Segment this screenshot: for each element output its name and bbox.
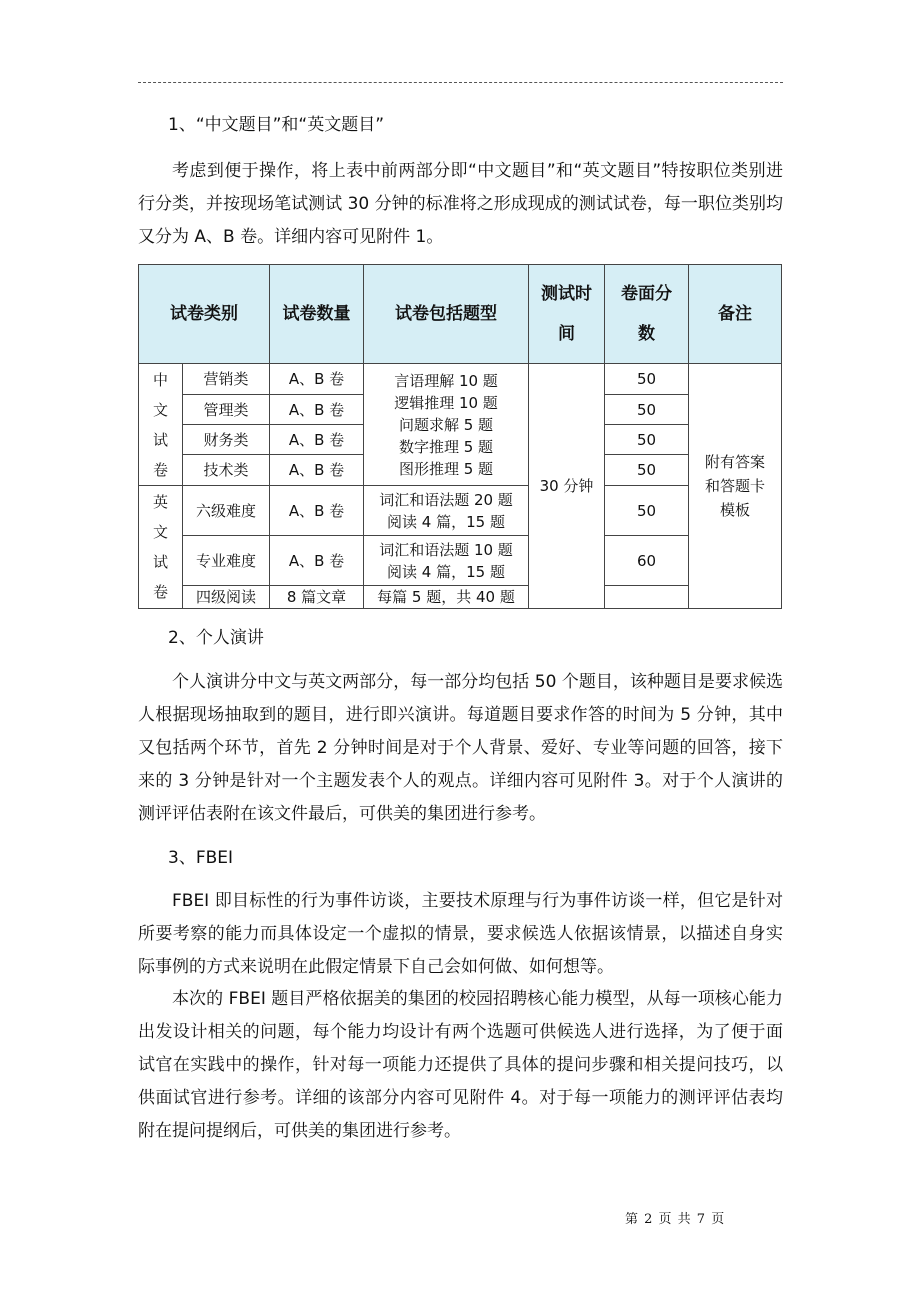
header-score: 卷面分数 xyxy=(605,265,689,364)
cell-score: 60 xyxy=(605,536,689,586)
section2-heading: 2、个人演讲 xyxy=(168,628,264,648)
section3-paragraph-1: FBEI 即目标性的行为事件访谈，主要技术原理与行为事件访谈一样，但它是针对所要考察的能力而具体设定一个虚拟的情景，要求候选人依据该情景，以描述自身实际事例的方式来说明在此假定情景下自己会如何做、如何想等。 xyxy=(138,891,783,977)
table-row xyxy=(139,486,782,536)
cell-category: 专业难度 xyxy=(183,536,270,586)
table-header-row xyxy=(139,265,782,364)
cell-score: 50 xyxy=(605,364,689,395)
cell-category: 六级难度 xyxy=(183,486,270,536)
cell-count: A、B 卷 xyxy=(270,395,364,425)
section1-heading: 1、“中文题目”和“英文题目” xyxy=(168,115,385,135)
cell-score: 50 xyxy=(605,395,689,425)
exam-table xyxy=(138,264,782,609)
cell-count: 8 篇文章 xyxy=(270,586,364,609)
page-footer: 第 2 页 共 7 页 xyxy=(625,1212,726,1227)
section2-paragraph: 个人演讲分中文与英文两部分，每一部分均包括 50 个题目，该种题目是要求候选人根据现场抽取到的题目，进行即兴演讲。每道题目要求作答的时间为 5 分钟，其中又包括两个环节，首先 2 分钟时间是对于个人背景、爱好、专业等问题的回答，接下来的 3 分钟是针对一个主题发表个人的观点。详细内容可见附件 3。对于个人演讲的测评评估表附在该文件最后，可供美的集团进行参考。 xyxy=(138,672,783,824)
cell-count: A、B 卷 xyxy=(270,536,364,586)
section1-paragraph: 考虑到便于操作，将上表中前两部分即“中文题目”和“英文题目”特按职位类别进行分类，并按现场笔试测试 30 分钟的标准将之形成现成的测试试卷，每一职位类别均又分为 A、B 卷。详细内容可见附件 1。 xyxy=(138,161,783,247)
table-row xyxy=(139,586,782,609)
cell-score xyxy=(605,586,689,609)
cell-count: A、B 卷 xyxy=(270,425,364,455)
cell-time: 30 分钟 xyxy=(529,364,605,609)
group-cn: 中文试卷 xyxy=(139,364,183,486)
cell-types: 词汇和语法题 10 题 阅读 4 篇，15 题 xyxy=(364,536,529,586)
cell-category: 管理类 xyxy=(183,395,270,425)
table-row xyxy=(139,364,782,395)
cell-types: 词汇和语法题 20 题 阅读 4 篇，15 题 xyxy=(364,486,529,536)
header-category: 试卷类别 xyxy=(139,265,270,364)
table-row xyxy=(139,536,782,586)
cell-score: 50 xyxy=(605,455,689,486)
cell-types: 每篇 5 题，共 40 题 xyxy=(364,586,529,609)
cell-score: 50 xyxy=(605,486,689,536)
cell-score: 50 xyxy=(605,425,689,455)
group-en: 英文试卷 xyxy=(139,486,183,609)
section3-heading: 3、FBEI xyxy=(168,848,234,868)
cell-category: 四级阅读 xyxy=(183,586,270,609)
header-remark: 备注 xyxy=(689,265,782,364)
section3-paragraph-2: 本次的 FBEI 题目严格依据美的集团的校园招聘核心能力模型，从每一项核心能力出发设计相关的问题，每个能力均设计有两个选题可供候选人进行选择，为了便于面试官在实践中的操作，针对每一项能力还提供了具体的提问步骤和相关提问技巧，以供面试官进行参考。详细的该部分内容可见附件 4。对于每一项能力的测评评估表均附在提问提纲后，可供美的集团进行参考。 xyxy=(138,989,783,1141)
cell-cn-types: 言语理解 10 题 逻辑推理 10 题 问题求解 5 题 数字推理 5 题 图形推理 5 题 xyxy=(364,364,529,486)
cell-category: 营销类 xyxy=(183,364,270,395)
cell-count: A、B 卷 xyxy=(270,364,364,395)
header-count: 试卷数量 xyxy=(270,265,364,364)
cell-count: A、B 卷 xyxy=(270,486,364,536)
cell-category: 技术类 xyxy=(183,455,270,486)
header-rule xyxy=(138,82,783,83)
cell-category: 财务类 xyxy=(183,425,270,455)
header-time: 测试时间 xyxy=(529,265,605,364)
cell-remark: 附有答案和答题卡模板 xyxy=(689,364,782,609)
cell-count: A、B 卷 xyxy=(270,455,364,486)
header-types: 试卷包括题型 xyxy=(364,265,529,364)
